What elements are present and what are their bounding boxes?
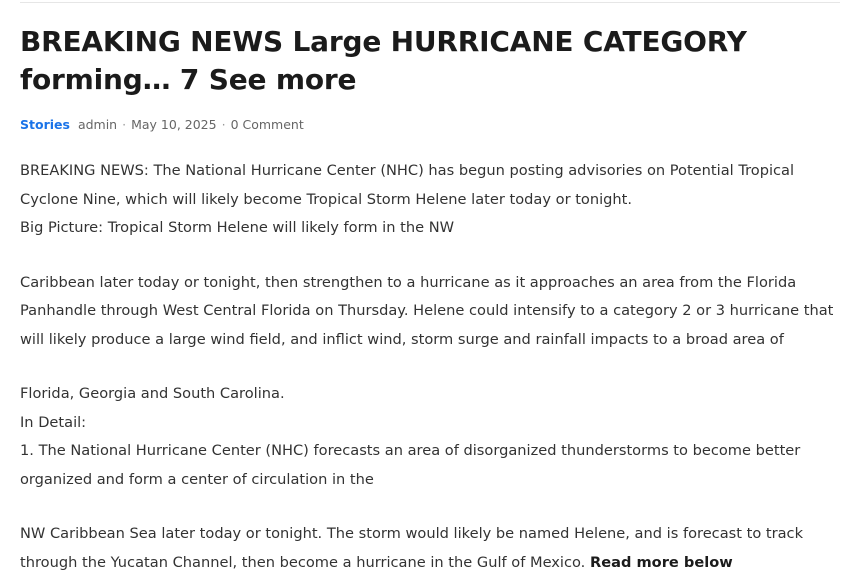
top-divider — [20, 2, 840, 3]
article-title: BREAKING NEWS Large HURRICANE CATEGORY forming… 7 See more — [20, 25, 747, 96]
paragraph: In Detail: — [20, 413, 87, 431]
paragraph: BREAKING NEWS: The National Hurricane Center (NHC) has begun posting advisories on Potential Tropical Cyclone Nine, which will likely become Tropical Storm Helene later today or tonight. — [20, 162, 795, 208]
paragraph-gap — [20, 354, 840, 380]
read-more-link[interactable]: Read more below — [589, 553, 733, 571]
paragraph-with-link — [20, 520, 840, 577]
author-link[interactable]: admin — [77, 117, 118, 132]
publish-date: May 10, 2025 — [131, 117, 217, 132]
paragraph: Caribbean later today or tonight, then strengthen to a hurricane as it approaches an area from the Florida Panhandle through West Central Florida on Thursday. Helene could intensify to a category 2 or 3 hurricane that will likely produce a large wind field, and inflict wind, storm surge and rainfall impacts to a broad area of — [20, 273, 834, 348]
paragraph-gap — [20, 494, 840, 520]
paragraph-gap — [20, 243, 840, 269]
article-body — [20, 157, 840, 577]
meta-separator: · — [221, 117, 226, 132]
category-link[interactable]: Stories — [20, 117, 70, 132]
meta-separator: · — [122, 117, 127, 132]
paragraph-text: NW Caribbean Sea later today or tonight. The storm would likely be named Helene, and is forecast to track through the Yucatan Channel, then become a hurricane in the Gulf of Mexico. — [20, 525, 804, 571]
paragraph: Florida, Georgia and South Carolina. — [20, 385, 285, 402]
paragraph: 1. The National Hurricane Center (NHC) forecasts an area of disorganized thunderstorms to become better organized and form a center of circulation in the — [20, 442, 801, 488]
article-meta — [20, 116, 304, 134]
paragraph: Big Picture: Tropical Storm Helene will likely form in the NW — [20, 219, 455, 236]
comment-count-link[interactable]: 0 Comment — [230, 117, 304, 132]
